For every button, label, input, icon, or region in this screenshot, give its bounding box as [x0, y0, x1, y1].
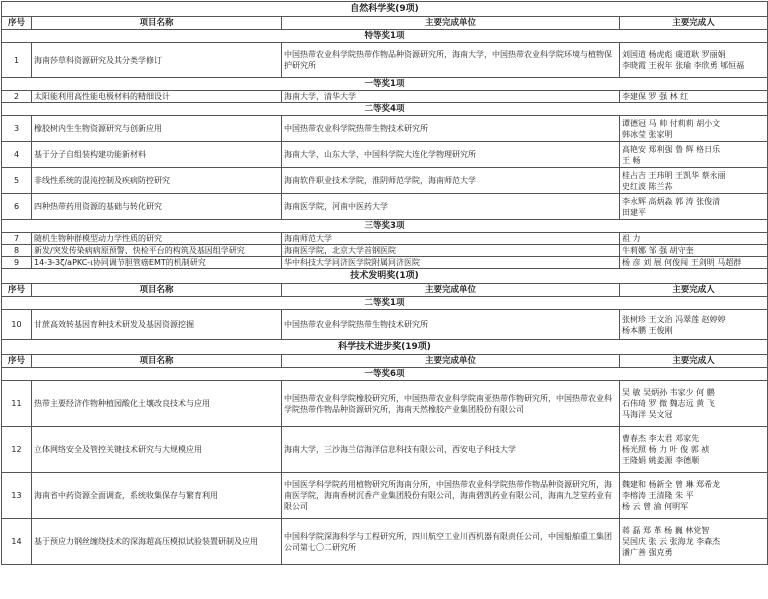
row-no: 11: [2, 381, 32, 427]
awards-table: [1, 1, 768, 565]
header-unit: 主要完成单位: [282, 284, 620, 297]
grade-row: [2, 368, 768, 381]
row-no: 7: [2, 233, 32, 245]
row-no: 2: [2, 91, 32, 103]
grade-label: 特等奖1项: [2, 30, 768, 43]
section-title: 自然科学奖(9项): [2, 2, 768, 17]
row-no: 1: [2, 43, 32, 78]
row-unit: 中国热带农业科学院热带生物技术研究所: [282, 310, 620, 340]
grade-label: 二等奖1项: [2, 297, 768, 310]
header-name: 项目名称: [32, 284, 282, 297]
table-row: [2, 43, 768, 78]
row-unit: 海南医学院，河南中医药大学: [282, 194, 620, 220]
row-unit: 中国热带农业科学院热带生物技术研究所: [282, 116, 620, 142]
row-name: 海南莎草科资源研究及其分类学修订: [32, 43, 282, 78]
row-no: 14: [2, 519, 32, 565]
table-row: [2, 427, 768, 473]
header-unit: 主要完成单位: [282, 355, 620, 368]
row-name: 随机生物种群模型动力学性质的研究: [32, 233, 282, 245]
table-row: [2, 142, 768, 168]
header-name: 项目名称: [32, 355, 282, 368]
row-name: 立体网络安全及管控关键技术研究与大规模应用: [32, 427, 282, 473]
row-name: 橡胶树内生生物资源研究与创新应用: [32, 116, 282, 142]
row-name: 基于预应力钢丝缠绕技术的深海超高压模拟试验装置研制及应用: [32, 519, 282, 565]
row-name: 非线性系统的混沌控制及疾病防控研究: [32, 168, 282, 194]
table-row: [2, 381, 768, 427]
row-no: 5: [2, 168, 32, 194]
grade-row: [2, 297, 768, 310]
header-no: 序号: [2, 355, 32, 368]
section-title: 科学技术进步奖(19项): [2, 340, 768, 355]
table-row: [2, 116, 768, 142]
row-people: 曹春杰 李太君 邓家先 杨光照 杨 力 叶 俊 郭 祯 王隆娟 姚姜源 李德顺: [620, 427, 768, 473]
row-people: 高艳安 郑利强 鲁 辉 格日乐 王 畅: [620, 142, 768, 168]
row-unit: 中国医学科学院药用植物研究所海南分所，中国热带农业科学院热带作物品种资源研究所，海南医学院，海南香树沉香产业集团股份有限公司，海南碧凯药业有限公司，海南九芝堂药业有限公司: [282, 473, 620, 519]
header-name: 项目名称: [32, 17, 282, 30]
row-name: 海南省中药资源全面调查，系统收集保存与繁育利用: [32, 473, 282, 519]
row-unit: 海南大学，三沙海兰信海洋信息科技有限公司，西安电子科技大学: [282, 427, 620, 473]
section-title: 技术发明奖(1项): [2, 269, 768, 284]
row-name: 新发/突发传染病病原预警、快检平台的构筑及基因组学研究: [32, 245, 282, 257]
header-people: 主要完成人: [620, 355, 768, 368]
row-no: 13: [2, 473, 32, 519]
row-name: 14-3-3ζ/aPKC-ι协同调节胆管癌EMT的机制研究: [32, 257, 282, 269]
row-unit: 海南大学，山东大学，中国科学院大连化学物理研究所: [282, 142, 620, 168]
row-people: 蒋 磊 郑 革 杨 巍 林党智 吴国庆 张 云 张海龙 李森杰 潘广善 强克勇: [620, 519, 768, 565]
table-row: [2, 519, 768, 565]
row-people: 牛莉娜 邹 强 胡守奎: [620, 245, 768, 257]
header-people: 主要完成人: [620, 17, 768, 30]
row-name: 甘蔗高效转基因育种技术研发及基因资源挖掘: [32, 310, 282, 340]
table-row: [2, 91, 768, 103]
row-people: 李建保 罗 强 林 红: [620, 91, 768, 103]
row-name: 基于分子自组装构建功能新材料: [32, 142, 282, 168]
table-row: [2, 473, 768, 519]
grade-row: [2, 30, 768, 43]
row-unit: 华中科技大学同济医学院附属同济医院: [282, 257, 620, 269]
table-row: [2, 257, 768, 269]
row-unit: 中国科学院深海科学与工程研究所，四川航空工业川西机器有限责任公司，中国船舶重工集团公司第七〇二研究所: [282, 519, 620, 565]
row-unit: 海南医学院，北京大学首钢医院: [282, 245, 620, 257]
grade-row: [2, 78, 768, 91]
row-name: 四种热带药用资源的基础与转化研究: [32, 194, 282, 220]
header-unit: 主要完成单位: [282, 17, 620, 30]
row-people: 张树珍 王文治 冯翠莲 赵婷婷 杨本鹏 王俊刚: [620, 310, 768, 340]
row-name: 太阳能利用高性能电极材料的精细设计: [32, 91, 282, 103]
row-people: 桂占吉 王玮明 王凯华 蔡永丽 史红波 陈兰荪: [620, 168, 768, 194]
row-unit: 中国热带农业科学院热带作物品种资源研究所，海南大学，中国热带农业科学院环境与植物保护研究所: [282, 43, 620, 78]
table-row: [2, 194, 768, 220]
table-row: [2, 245, 768, 257]
grade-label: 三等奖3项: [2, 220, 768, 233]
row-people: 刘国道 杨虎彪 虞道耿 罗丽娟 李晓霞 王祝年 张瑜 李欣勇 郇恒福: [620, 43, 768, 78]
row-people: 祖 力: [620, 233, 768, 245]
row-no: 4: [2, 142, 32, 168]
table-row: [2, 168, 768, 194]
grade-row: [2, 103, 768, 116]
row-unit: 海南师范大学: [282, 233, 620, 245]
row-no: 12: [2, 427, 32, 473]
row-no: 8: [2, 245, 32, 257]
row-no: 6: [2, 194, 32, 220]
header-people: 主要完成人: [620, 284, 768, 297]
row-no: 3: [2, 116, 32, 142]
header-no: 序号: [2, 284, 32, 297]
row-no: 10: [2, 310, 32, 340]
header-row: [2, 17, 768, 30]
row-people: 魏建和 杨新全 曾 琳 郑希龙 李榕涛 王清隆 朱 平 杨 云 曾 渝 何明军: [620, 473, 768, 519]
grade-label: 二等奖4项: [2, 103, 768, 116]
section-title-row: [2, 340, 768, 355]
grade-label: 一等奖1项: [2, 78, 768, 91]
table-row: [2, 233, 768, 245]
table-row: [2, 310, 768, 340]
row-people: 吴 敏 吴炳孙 韦家少 何 鹏 石伟琦 罗 微 魏志远 黄 飞 马海洋 吴文冠: [620, 381, 768, 427]
row-people: 杨 彦 刘 展 何俊闯 王剑明 马超群: [620, 257, 768, 269]
header-no: 序号: [2, 17, 32, 30]
row-unit: 海南软件职业技术学院，淮阴师范学院，海南师范大学: [282, 168, 620, 194]
grade-label: 一等奖6项: [2, 368, 768, 381]
row-people: 李永辉 高炳淼 郭 涛 张俊清 田建平: [620, 194, 768, 220]
section-title-row: [2, 2, 768, 17]
row-unit: 海南大学，清华大学: [282, 91, 620, 103]
row-people: 谭德冠 马 帅 付莉莉 胡小文 韩冰莹 张家明: [620, 116, 768, 142]
section-title-row: [2, 269, 768, 284]
row-name: 热带主要经济作物种植园酸化土壤改良技术与应用: [32, 381, 282, 427]
row-no: 9: [2, 257, 32, 269]
grade-row: [2, 220, 768, 233]
row-unit: 中国热带农业科学院橡胶研究所，中国热带农业科学院南亚热带作物研究所，中国热带农业科学院热带作物品种资源研究所，海南天然橡胶产业集团股份有限公司: [282, 381, 620, 427]
header-row: [2, 284, 768, 297]
header-row: [2, 355, 768, 368]
